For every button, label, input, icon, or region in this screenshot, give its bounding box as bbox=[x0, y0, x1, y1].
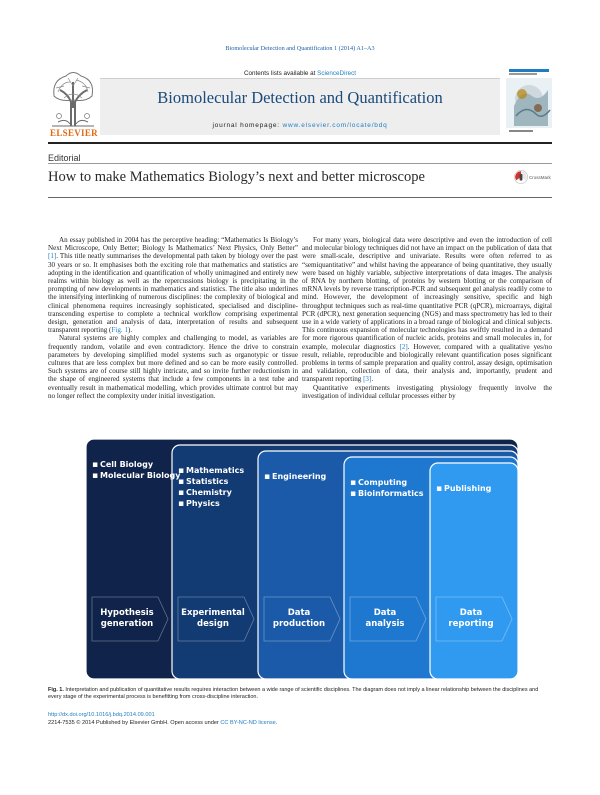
discipline-mathematics: Mathematics bbox=[186, 466, 245, 475]
discipline-physics: Physics bbox=[186, 499, 220, 508]
crossmark-icon[interactable] bbox=[514, 170, 528, 184]
stage-label: generation bbox=[100, 619, 154, 629]
discipline-bullet: ▪ bbox=[92, 460, 99, 470]
homepage-line bbox=[100, 122, 500, 129]
discipline-bullet: ▪ bbox=[264, 472, 271, 482]
section-divider bbox=[48, 163, 552, 164]
stage-label: Hypothesis bbox=[100, 608, 154, 618]
figure-link[interactable]: Fig. 1 bbox=[111, 326, 128, 335]
discipline-bullet: ▪ bbox=[92, 471, 99, 481]
figure-caption-text: Interpretation and publication of quantitative results requires interaction between a wide range of scientific disciplines. The diagram does not imply a linear relationship between the disciplines and every stage of the experimental process is benefitting from cross-discipline interaction. bbox=[48, 687, 539, 700]
contents-prefix: Contents lists available at bbox=[243, 70, 318, 77]
figure-caption bbox=[48, 687, 552, 701]
discipline-bullet: ▪ bbox=[350, 478, 357, 488]
publisher-logo-text: ELSEVIER bbox=[50, 128, 98, 138]
doi-link[interactable]: http://dx.doi.org/10.1016/j.bdq.2014.09.001 bbox=[48, 712, 155, 718]
article-title: How to make Mathematics Biology’s next and better microscope bbox=[48, 169, 425, 185]
homepage-link[interactable]: www.elsevier.com/locate/bdq bbox=[282, 122, 388, 129]
discipline-publishing: Publishing bbox=[444, 484, 492, 493]
stage-panel-5 bbox=[430, 463, 518, 679]
discipline-engineering: Engineering bbox=[272, 472, 327, 481]
discipline-bullet: ▪ bbox=[178, 466, 185, 476]
article-section-label: Editorial bbox=[48, 153, 81, 163]
paragraph-right-1: For many years, biological data were descriptive and even the introduction of cell and molecular biology techniques did not have an impact on the publication of data that were small-scale, descriptive and univariate. Results were often referred to as “semiquantitative” and whilst having the appearance of being quantitative, they usually were based on highly variable, subjective interpretations of data images. The analysis of RNA by northern blotting, of proteins by western blotting or the comparison of mRNA levels by reverse transcription-PCR and subsequent gel analysis readily come to mind. However, the development of increasingly sensitive, specific and high throughput techniques such as real-time quantitative PCR (qPCR), microarrays, digital PCR (dPCR), next generation sequencing (NGS) and mass spectrometry has led to their use in a wide variety of applications in a broad range of biological and clinical subjects. This continuous expansion of molecular technologies has swiftly resulted in a demand for more rigorous quantification of nucleic acids, proteins and small molecules in, for example, molecular diagnostics [2]. However, compared with a qualitative yes/no result, reliable, reproducible and biologically relevant quantification poses significant problems in terms of sample preparation and quality control, assay design, optimisation and validation, collection of data, their analysis and, importantly, prudent and transparent reporting [3]. bbox=[302, 236, 553, 384]
discipline-chemistry: Chemistry bbox=[186, 488, 232, 497]
discipline-statistics: Statistics bbox=[186, 477, 229, 486]
stage-label: Experimental bbox=[181, 608, 245, 618]
paragraph-right-2: Quantitative experiments investigating physiology frequently involve the investigation of individual cellular processes either by bbox=[302, 383, 552, 400]
discipline-bullet: ▪ bbox=[178, 499, 185, 509]
reference-link[interactable]: [2] bbox=[399, 342, 408, 351]
discipline-bullet: ▪ bbox=[178, 477, 185, 487]
discipline-molecular-biology: Molecular Biology bbox=[100, 471, 181, 480]
stage-label: Data bbox=[459, 608, 483, 618]
discipline-bullet: ▪ bbox=[436, 484, 443, 494]
paragraph-left-1: An essay published in 2004 has the perceptive heading: “Mathematics Is Biology’s Next Microscope, Only Better; Biology Is Mathematics’ Next Physics, Only Better” [1]. This title neatly summarises the developmental path taken by biology over the past 30 years or so. It emphasises both the exciting role that mathematics and statistics are adopting in the identification and quantification of wholly unimagined and entirely new realms within biology as well as the repercussions biology is precipitating in the prompting of new developments in mathematics and statistics. The title also underlines the intensifying interlinking of numerous disciplines: the complexity of biological and clinical phenomena requires increasingly sophisticated, specialised and discipline-transcending expertise to complete a technical workflow comprising experimental design, generation and analysis of data, interpretation of results and subsequent transparent reporting (Fig. 1). bbox=[48, 236, 298, 335]
header-bottom-rule bbox=[48, 142, 552, 144]
paragraph-left-2: Natural systems are highly complex and challenging to model, as variables are frequently random, volatile and even contradictory. Hence the drive to constrain parameters by developing simplified model systems such as organotypic or tissue cultures that are less complex but more defined and so can be more easily controlled. Such systems are of course still highly intricate, and so invite further reductionism in the shape of engineered systems that include a few components in a test tube and eventually result in mathematical modelling, which provides ultimate control but may no longer reflect the complexity under initial investigation. bbox=[48, 334, 298, 400]
stage-label: production bbox=[272, 619, 326, 629]
reference-link[interactable]: [3] bbox=[363, 375, 372, 384]
stage-label: reporting bbox=[448, 619, 494, 629]
discipline-bullet: ▪ bbox=[178, 488, 185, 498]
body-column-left bbox=[48, 236, 298, 400]
stage-label: design bbox=[197, 619, 229, 629]
copyright-line: 2214-7535 © 2014 Published by Elsevier GmbH. Open access under CC BY-NC-ND license. bbox=[48, 720, 278, 726]
workflow-diagram bbox=[84, 437, 522, 681]
crossmark-label: CrossMark bbox=[529, 175, 551, 180]
license-link[interactable]: CC BY-NC-ND license bbox=[220, 720, 276, 726]
figure-caption-label: Fig. 1. bbox=[48, 687, 64, 693]
journal-cover-icon[interactable] bbox=[506, 66, 552, 136]
homepage-label: journal homepage: bbox=[212, 122, 283, 129]
running-head[interactable]: Biomolecular Detection and Quantification 1 (2014) A1–A3 bbox=[225, 45, 375, 52]
reference-link[interactable]: [1] bbox=[48, 252, 57, 261]
sciencedirect-link[interactable]: ScienceDirect bbox=[317, 70, 356, 77]
elsevier-tree-logo-icon bbox=[48, 68, 98, 130]
discipline-bioinformatics: Bioinformatics bbox=[358, 489, 424, 498]
stage-label: Data bbox=[287, 608, 311, 618]
discipline-cell-biology: Cell Biology bbox=[100, 460, 154, 469]
body-column-right bbox=[302, 236, 552, 400]
discipline-bullet: ▪ bbox=[350, 489, 357, 499]
discipline-computing: Computing bbox=[358, 478, 408, 487]
contents-line bbox=[100, 70, 500, 77]
journal-title: Biomolecular Detection and Quantification bbox=[157, 88, 443, 107]
stage-label: analysis bbox=[365, 619, 405, 629]
header-divider bbox=[100, 78, 500, 79]
title-divider bbox=[48, 197, 552, 198]
stage-label: Data bbox=[373, 608, 397, 618]
